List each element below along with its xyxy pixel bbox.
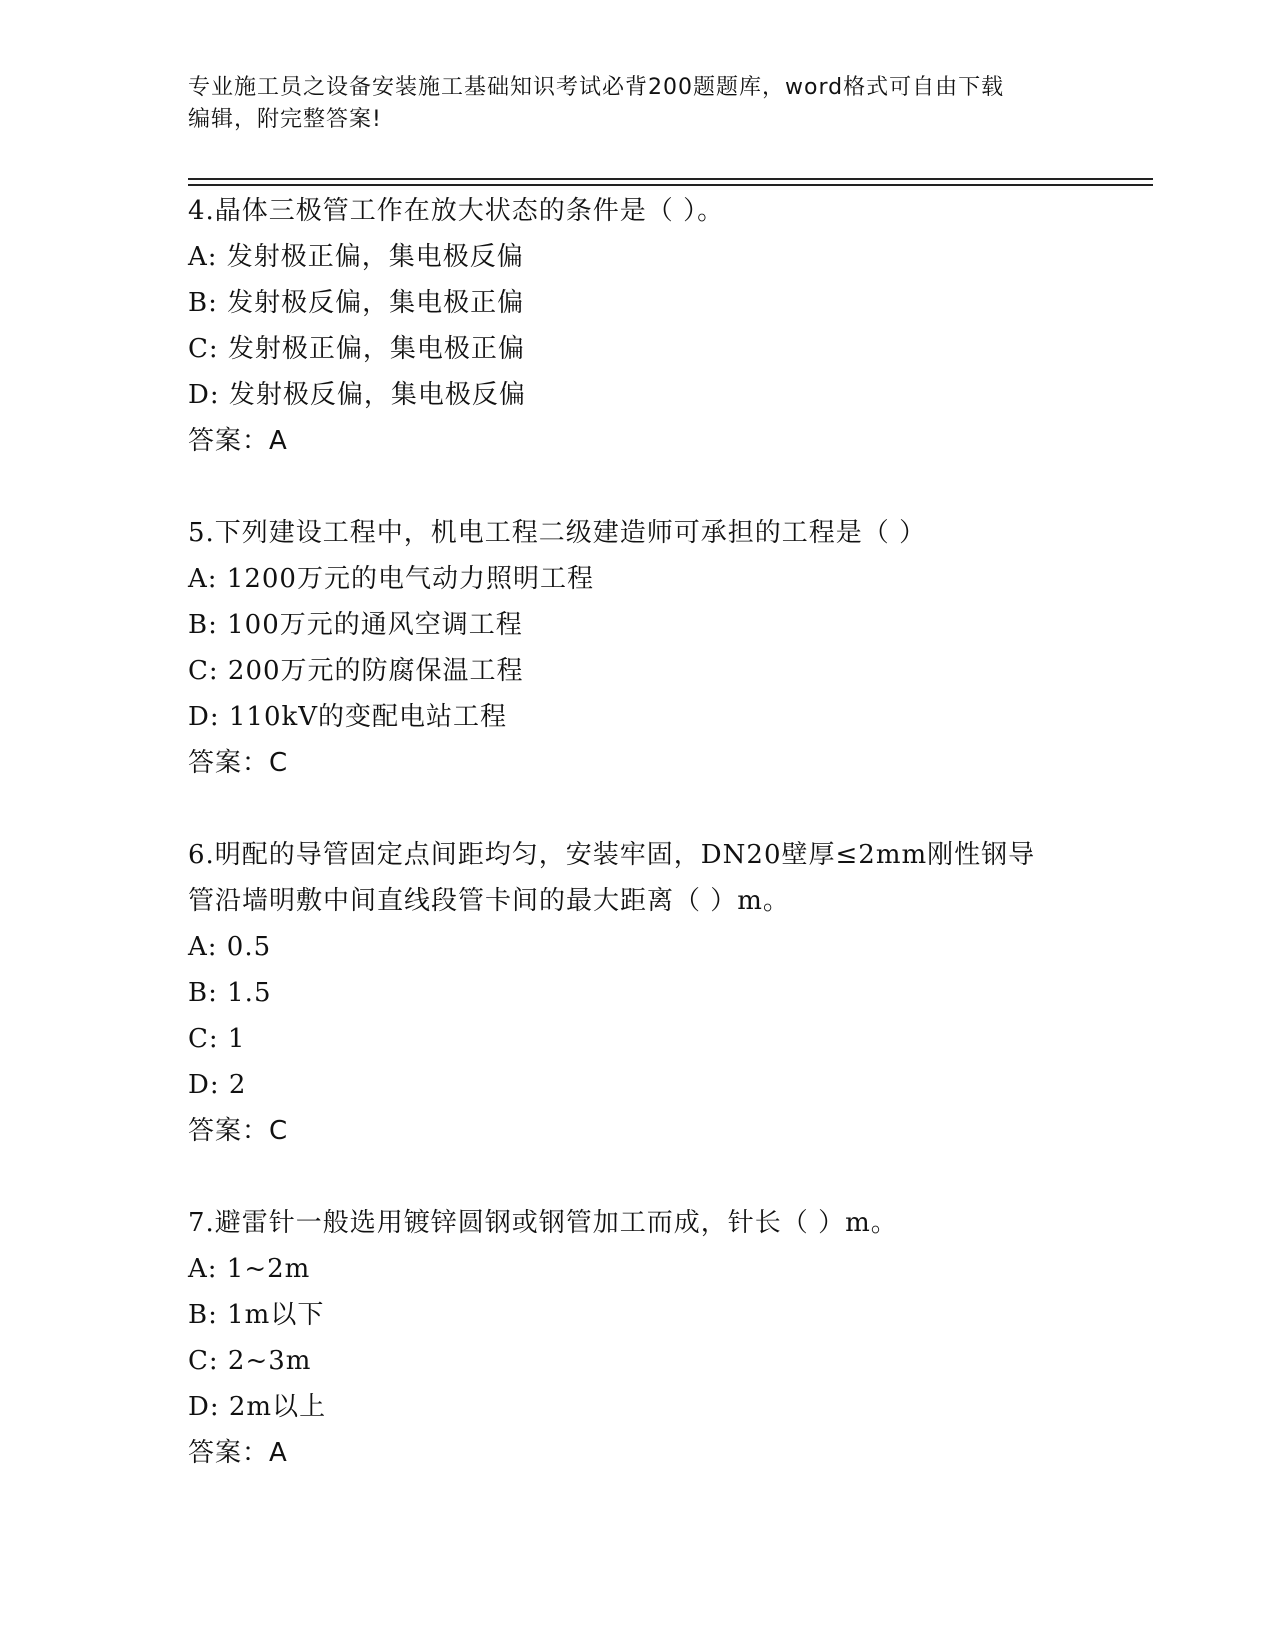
question-5	[188, 510, 1148, 786]
option-a: A: 0.5	[188, 932, 272, 962]
question-stem: 7.避雷针一般选用镀锌圆钢或钢管加工而成，针长（ ）m。	[188, 1208, 898, 1238]
option-d: D: 发射极反偏，集电极反偏	[188, 380, 526, 410]
answer-line: 答案：C	[188, 748, 289, 778]
option-d: D: 110kV的变配电站工程	[188, 702, 508, 732]
header-line-1: 专业施工员之设备安装施工基础知识考试必背200题题库，word格式可自由下载	[188, 75, 1005, 100]
question-list	[188, 188, 1148, 1522]
option-d: D: 2m以上	[188, 1392, 327, 1422]
question-stem-line-2: 管沿墙明敷中间直线段管卡间的最大距离（ ）m。	[188, 886, 790, 916]
option-c: C: 发射极正偏，集电极正偏	[188, 334, 525, 364]
option-a: A: 1200万元的电气动力照明工程	[188, 564, 594, 594]
option-a: A: 1~2m	[188, 1254, 311, 1284]
answer-line: 答案：A	[188, 426, 288, 456]
answer-line: 答案：C	[188, 1116, 289, 1146]
header-line-2: 编辑，附完整答案!	[188, 107, 382, 132]
question-7	[188, 1200, 1148, 1476]
header-divider-bottom	[188, 184, 1153, 186]
option-c: C: 2~3m	[188, 1346, 312, 1376]
question-4	[188, 188, 1148, 464]
option-c: C: 1	[188, 1024, 246, 1054]
option-d: D: 2	[188, 1070, 247, 1100]
question-stem: 4.晶体三极管工作在放大状态的条件是（ ）。	[188, 196, 725, 226]
option-a: A: 发射极正偏，集电极反偏	[188, 242, 524, 272]
question-stem: 5.下列建设工程中，机电工程二级建造师可承担的工程是（ ）	[188, 518, 927, 548]
answer-line: 答案：A	[188, 1438, 288, 1468]
option-b: B: 1.5	[188, 978, 272, 1008]
document-header	[188, 72, 1088, 136]
option-b: B: 1m以下	[188, 1300, 325, 1330]
question-6	[188, 832, 1148, 1154]
option-b: B: 100万元的通风空调工程	[188, 610, 523, 640]
option-c: C: 200万元的防腐保温工程	[188, 656, 524, 686]
option-b: B: 发射极反偏，集电极正偏	[188, 288, 525, 318]
header-divider-top	[188, 178, 1153, 180]
question-stem-line-1: 6.明配的导管固定点间距均匀，安装牢固，DN20壁厚≤2mm刚性钢导	[188, 840, 1036, 870]
